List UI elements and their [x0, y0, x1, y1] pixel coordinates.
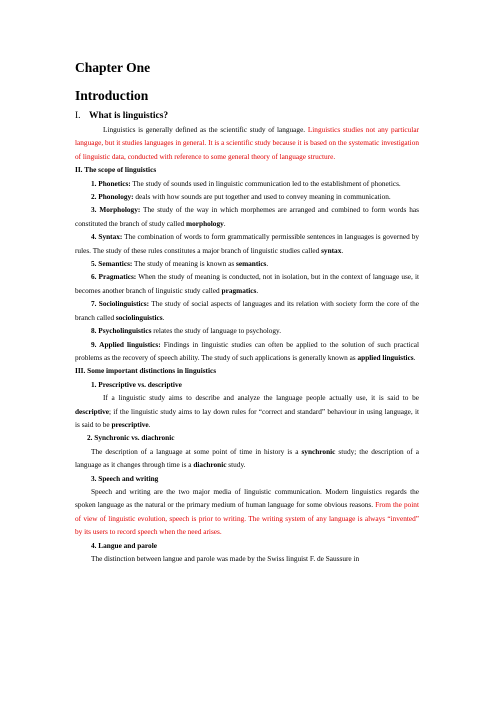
text-run: study.	[226, 460, 246, 470]
scope-item-phonology	[75, 190, 419, 203]
item-text: relates the study of language to psychology.	[151, 326, 282, 336]
subheading-synchronic-diachronic: 2. Synchronic vs. diachronic	[87, 433, 175, 443]
item-text: The combination of words to form grammatically permissible sentences in languages is governed by rules. The study of these rules constitutes a major branch of linguistic studies called	[75, 232, 419, 255]
paragraph-synchronic-diachronic	[75, 445, 419, 472]
section-title: What is linguistics?	[89, 111, 169, 121]
subheading-speech-writing: 3. Speech and writing	[91, 473, 159, 483]
item-term: 3. Morphology:	[91, 205, 141, 215]
subheading-langue-parole: 4. Langue and parole	[91, 540, 157, 550]
chapter-heading: Chapter One	[75, 60, 151, 75]
item-term: 4. Syntax:	[91, 232, 123, 242]
section-number: I.	[75, 111, 81, 121]
item-text: The study of social aspects of languages and its relation with society form the core of the branch called	[75, 299, 419, 322]
text-run: ; if the linguistic study aims to lay down rules for “correct and standard” behaviour in using language, it is said to be	[75, 406, 419, 429]
item-key-term: morphology	[186, 218, 224, 228]
item-key-term: applied linguistics	[357, 352, 414, 362]
item-term: 9. Applied linguistics:	[91, 339, 161, 349]
paragraph-langue-parole: The distinction between langue and parole was made by the Swiss linguist F. de Saussure in	[91, 554, 360, 563]
scope-item-semantics: 5. Semantics: The study of meaning is known as semantics.	[91, 259, 269, 269]
text-run: Speech and writing are the two major media of linguistic communication. Modern linguistics regards the spoken language as the natural or the primary medium of human language for some obvious reasons.	[75, 486, 419, 510]
section-heading-2: II. The scope of linguistics	[75, 165, 157, 175]
section-heading-1	[75, 110, 419, 123]
item-text: The study of sounds used in linguistic communication led to the establishment of phonetics.	[130, 178, 401, 188]
item-term: 8. Psycholinguistics	[91, 326, 152, 336]
key-term: synchronic	[301, 446, 336, 456]
item-term: 6. Pragmatics:	[91, 272, 137, 282]
paragraph-prescriptive-descriptive: If a linguistic study aims to describe and analyze the language people actually use, it is said to be descriptive; if the linguistic study aims to lay down rules for “correct and standard” behaviour in using language, it is said to be prescriptive.	[75, 393, 419, 429]
item-text: Findings in linguistic studies can often be applied to the solution of such practical problems as the recovery of speech ability. The study of such applications is generally known as	[75, 339, 420, 362]
paragraph-speech-writing	[75, 485, 419, 539]
highlighted-text: Linguistics studies not any particular language, but it studies languages in general. It is a scientific study because it is based on the systematic investigation of linguistic data, conducted with reference to some general theory of language structure.	[75, 125, 420, 161]
scope-item-psycholinguistics	[75, 324, 419, 337]
text-run: If a linguistic study aims to describe and analyze the language people actually use, it is said to be	[103, 393, 419, 403]
key-term: prescriptive	[111, 419, 149, 429]
text-run: Linguistics is generally defined as the scientific study of language.	[103, 125, 308, 134]
item-text: The study of meaning is known as	[132, 259, 236, 269]
item-text: The study of the way in which morphemes are arranged and combined to form words has constituted the branch of study called	[75, 205, 419, 228]
item-term: 5. Semantics:	[91, 259, 133, 269]
scope-item-morphology: 3. Morphology: The study of the way in which morphemes are arranged and combined to form words has constituted the branch of study called morphology.	[75, 205, 419, 228]
item-text: When the study of meaning is conducted, not in isolation, but in the context of language use, it becomes another branch of linguistic study called	[75, 272, 420, 295]
item-term: 1. Phonetics:	[91, 178, 131, 188]
scope-item-sociolinguistics: 7. Sociolinguistics: The study of social aspects of languages and its relation with society form the core of the branch called sociolinguistics.	[75, 299, 419, 322]
highlighted-text: From the point of view of linguistic evolution, speech is prior to writing. The writing system of any language is always “invented” by its users to record speech when the need arises.	[75, 500, 419, 537]
key-term: diachronic	[193, 460, 227, 470]
item-text: deals with how sounds are put together and used to convey meaning in communication.	[133, 192, 391, 202]
scope-item-phonetics	[75, 177, 419, 190]
scope-item-syntax: 4. Syntax: The combination of words to form grammatically permissible sentences in languages is governed by rules. The study of these rules constitutes a major branch of linguistic studies called syntax.	[75, 232, 419, 255]
page-content	[75, 60, 419, 565]
subheading-prescriptive-descriptive: 1. Prescriptive vs. descriptive	[91, 379, 182, 389]
scope-item-applied-linguistics: 9. Applied linguistics: Findings in linguistic studies can often be applied to the solution of such practical problems as the recovery of speech ability. The study of such applications is generally known as applied linguistics.	[75, 339, 420, 362]
key-term: descriptive	[75, 406, 110, 416]
item-key-term: syntax	[321, 245, 342, 255]
section-heading-3: III. Some important distinctions in linguistics	[75, 366, 217, 376]
paragraph-definition	[75, 123, 419, 163]
item-term: 2. Phonology:	[91, 192, 134, 202]
item-key-term: pragmatics	[221, 285, 257, 295]
item-key-term: sociolinguistics	[115, 312, 163, 322]
item-key-term: semantics	[236, 259, 267, 269]
text-run: study; the description of a language as it changes through time is a	[75, 446, 419, 470]
scope-item-pragmatics: 6. Pragmatics: When the study of meaning is conducted, not in isolation, but in the context of language use, it becomes another branch of linguistic study called pragmatics.	[75, 272, 420, 295]
chapter-title: Introduction	[75, 88, 149, 103]
text-run: The description of a language at some point of time in history is a	[91, 446, 302, 456]
item-term: 7. Sociolinguistics:	[91, 299, 150, 309]
